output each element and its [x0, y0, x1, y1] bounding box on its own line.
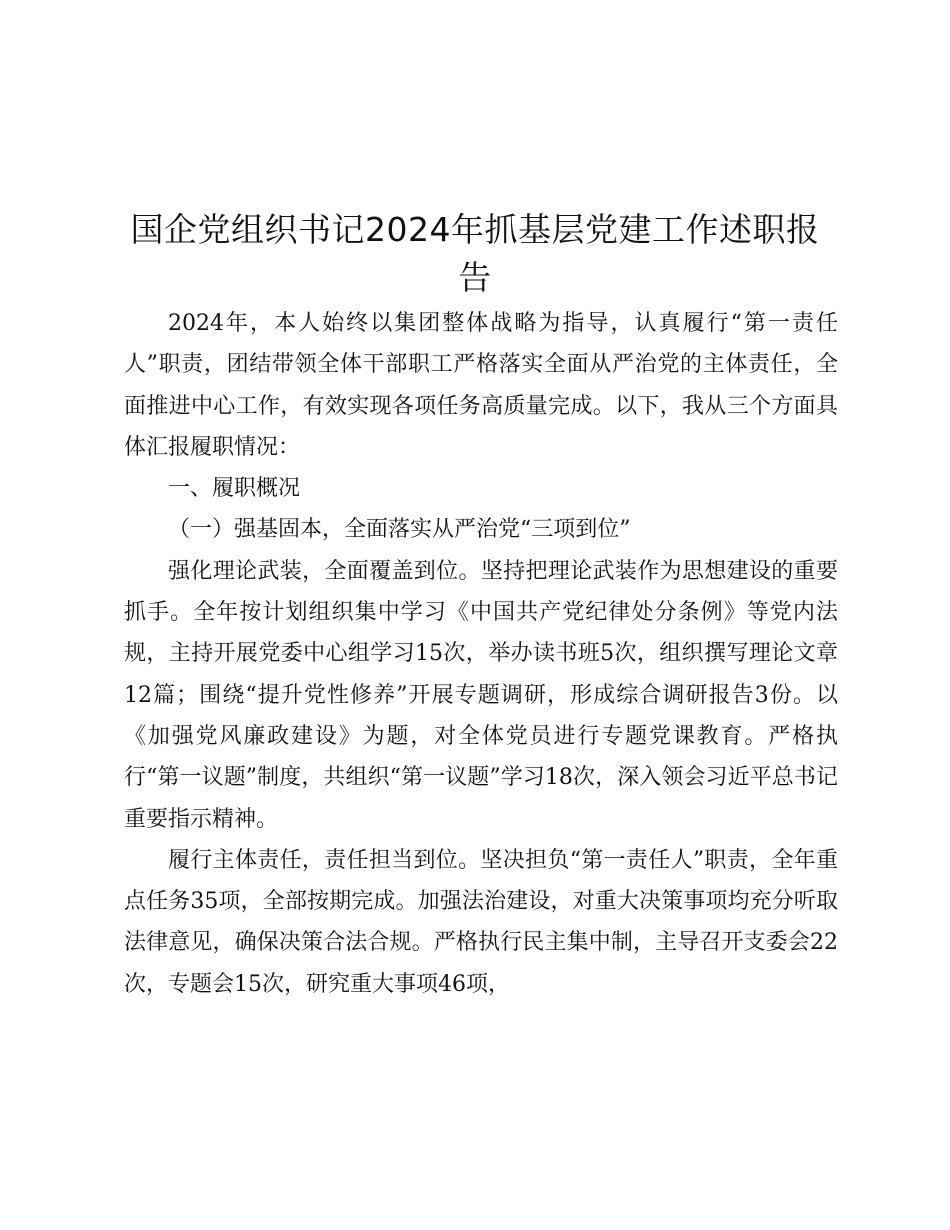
body-paragraph-theory: 强化理论武装，全面覆盖到位。坚持把理论武装作为思想建设的重要抓手。全年按计划组织集中学习《中国共产党纪律处分条例》等党内法规，主持开展党委中心组学习15次，举办读书班5次，组织撰写理论文章12篇；围绕“提升党性修养”开展专题调研，形成综合调研报告3份。以《加强党风廉政建设》为题，对全体党员进行专题党课教育。严格执行“第一议题”制度，共组织“第一议题”学习18次，深入领会习近平总书记重要指示精神。 — [124, 558, 838, 832]
section-heading: 一、履职概况 — [168, 476, 301, 502]
document-body — [124, 303, 838, 1005]
body-paragraph-responsibility: 履行主体责任，责任担当到位。坚决担负“第一责任人”职责，全年重点任务35项，全部按期完成。加强法治建设，对重大决策事项均充分听取法律意见，确保决策合法合规。严格执行民主集中制，主导召开支委会22次，专题会15次，研究重大事项46项， — [124, 847, 838, 997]
intro-paragraph: 2024年，本人始终以集团整体战略为指导，认真履行“第一责任人”职责，团结带领全体干部职工严格落实全面从严治党的主体责任，全面推进中心工作，有效实现各项任务高质量完成。以下，我从三个方面具体汇报履职情况： — [124, 311, 838, 460]
document-title: 国企党组织书记2024年抓基层党建工作述职报告 — [130, 210, 820, 297]
subsection-heading: （一）强基固本，全面落实从严治党“三项到位” — [168, 517, 631, 543]
